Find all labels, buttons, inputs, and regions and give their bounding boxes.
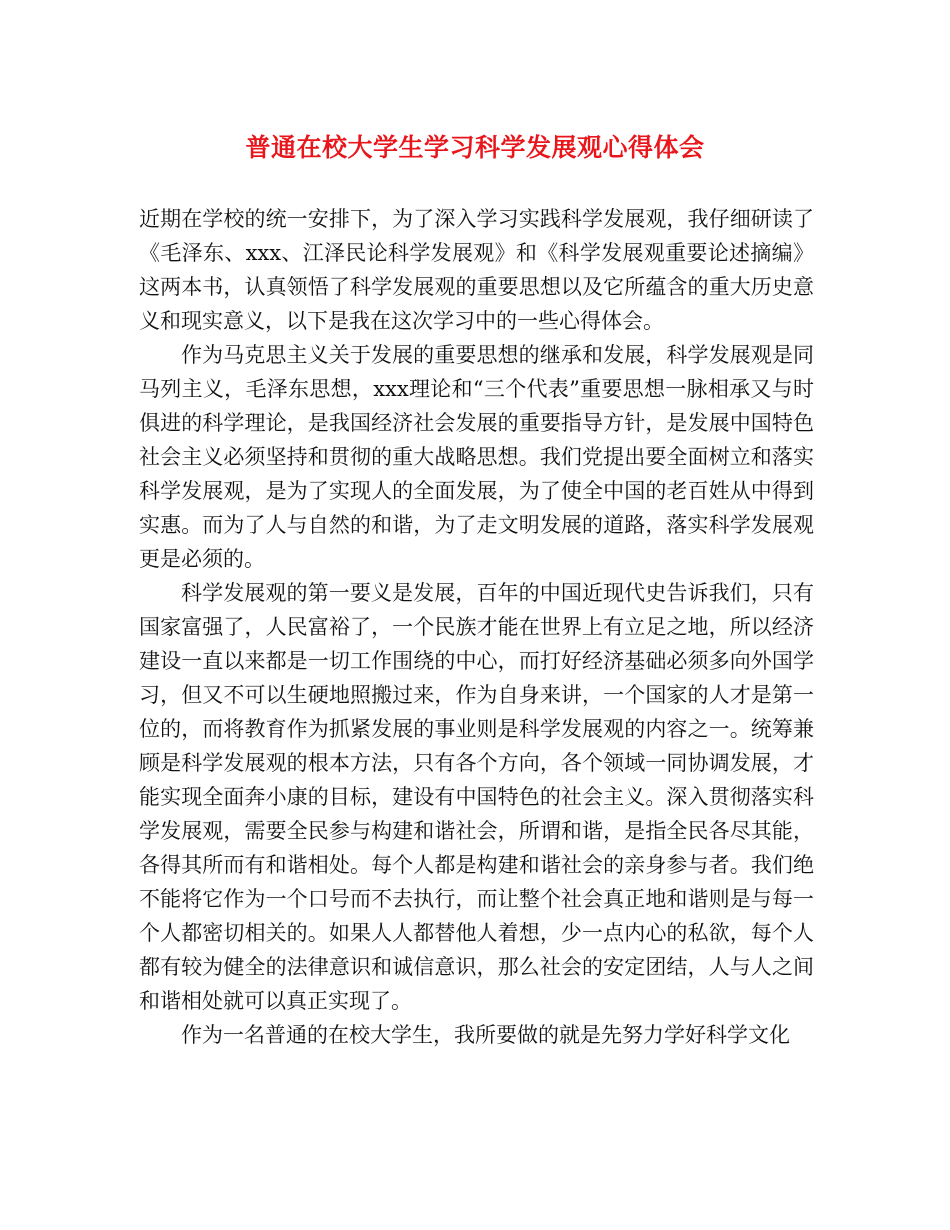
paragraph-theory: 作为马克思主义关于发展的重要思想的继承和发展，科学发展观是同马列主义，毛泽东思想，xxx理论和“三个代表”重要思想一脉相承又与时俱进的科学理论，是我国经济社会发展的重要指导方针，是发展中国特色社会主义必须坚持和贯彻的重大战略思想。我们党提出要全面树立和落实科学发展观，是为了实现人的全面发展，为了使全中国的老百姓从中得到实惠。而为了人与自然的和谐，为了走文明发展的道路，落实科学发展观更是必须的。 — [139, 343, 814, 571]
document-title: 普通在校大学生学习科学发展观心得体会 — [245, 133, 705, 162]
paragraph-development: 科学发展观的第一要义是发展，百年的中国近现代史告诉我们，只有国家富强了，人民富裕了，一个民族才能在世界上有立足之地，所以经济建设一直以来都是一切工作围绕的中心，而打好经济基础必须多向外国学习，但又不可以生硬地照搬过来，作为自身来讲，一个国家的人才是第一位的，而将教育作为抓紧发展的事业则是科学发展观的内容之一。统筹兼顾是科学发展观的根本方法，只有各个方向，各个领域一同协调发展，才能实现全面奔小康的目标，建设有中国特色的社会主义。深入贯彻落实科学发展观，需要全民参与构建和谐社会，所谓和谐，是指全民各尽其能，各得其所而有和谐相处。每个人都是构建和谐社会的亲身参与者。我们绝不能将它作为一个口号而不去执行，而让整个社会真正地和谐则是与每一个人都密切相关的。如果人人都替他人着想，少一点内心的私欲，每个人都有较为健全的法律意识和诚信意识，那么社会的安定团结，人与人之间和谐相处就可以真正实现了。 — [139, 581, 814, 1013]
paragraph-student: 作为一名普通的在校大学生，我所要做的就是先努力学好科学文化 — [181, 1023, 790, 1047]
paragraph-intro: 近期在学校的统一安排下，为了深入学习实践科学发展观，我仔细研读了《毛泽东、xxx、江泽民论科学发展观》和《科学发展观重要论述摘编》这两本书，认真领悟了科学发展观的重要思想以及它所蕴含的重大历史意义和现实意义，以下是我在这次学习中的一些心得体会。 — [139, 207, 814, 333]
document-body — [139, 202, 814, 1052]
